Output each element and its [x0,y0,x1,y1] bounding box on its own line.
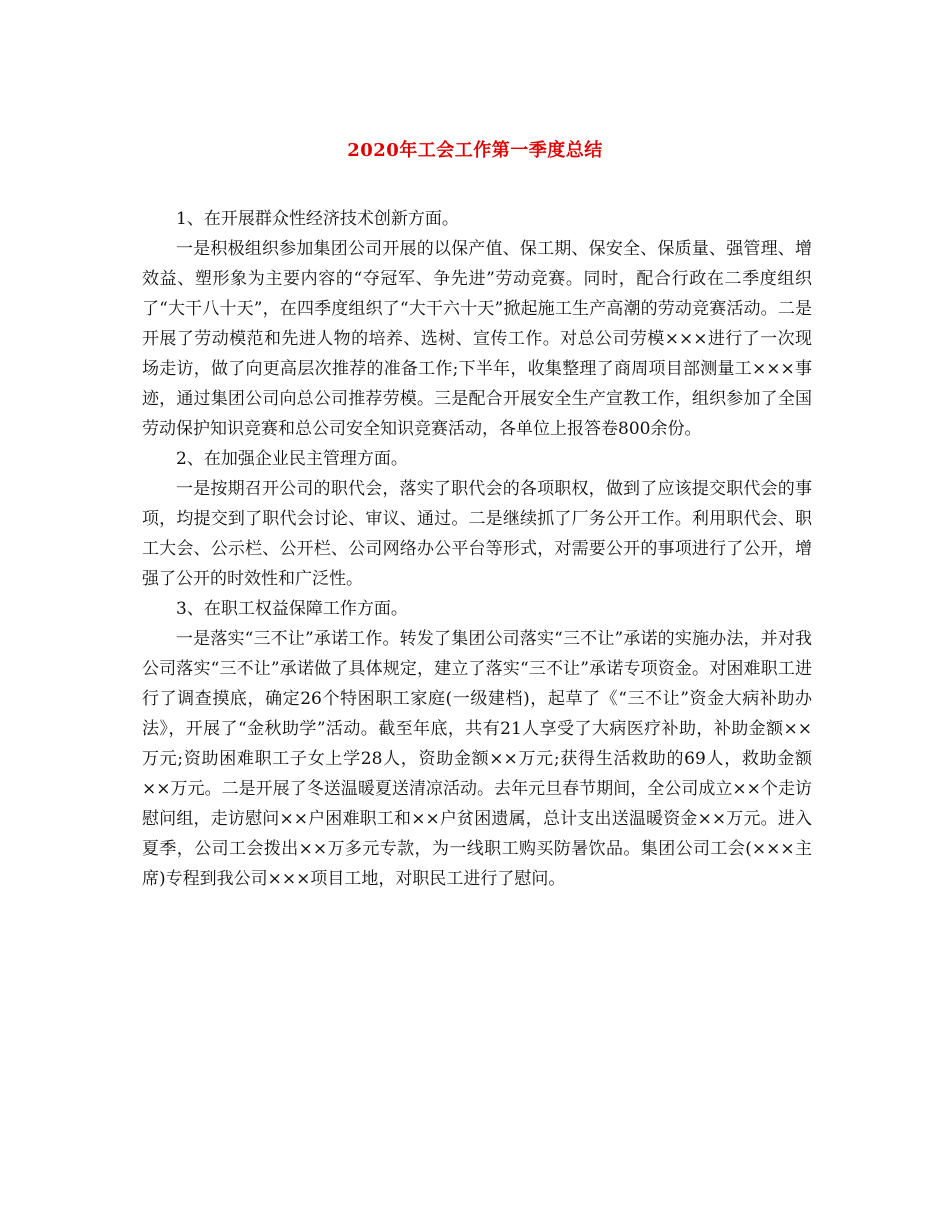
section-paragraph-1: 一是积极组织参加集团公司开展的以保产值、保工期、保安全、保质量、强管理、增效益、塑形象为主要内容的“夺冠军、争先进”劳动竞赛。同时，配合行政在二季度组织了“大干八十天”，在四季度组织了“大干六十天”掀起施工生产高潮的劳动竞赛活动。二是开展了劳动模范和先进人物的培养、选树、宣传工作。对总公司劳模×××进行了一次现场走访，做了向更高层次推荐的准备工作;下半年，收集整理了商周项目部测量工×××事迹，通过集团公司向总公司推荐劳模。三是配合开展安全生产宣教工作，组织参加了全国劳动保护知识竞赛和总公司安全知识竞赛活动，各单位上报答卷800余份。 [142,239,812,439]
section-heading-3: 3、在职工权益保障工作方面。 [176,599,408,619]
section-heading-1: 1、在开展群众性经济技术创新方面。 [176,209,459,229]
document-title: 2020年工会工作第一季度总结 [347,140,603,161]
document-body [142,204,812,894]
section-paragraph-3: 一是落实“三不让”承诺工作。转发了集团公司落实“三不让”承诺的实施办法，并对我公司落实“三不让”承诺做了具体规定，建立了落实“三不让”承诺专项资金。对困难职工进行了调查摸底，确定26个特困职工家庭(一级建档)，起草了《“三不让”资金大病补助办法》，开展了“金秋助学”活动。截至年底，共有21人享受了大病医疗补助，补助金额××万元;资助困难职工子女上学28人，资助金额××万元;获得生活救助的69人，救助金额××万元。二是开展了冬送温暖夏送清凉活动。去年元旦春节期间，全公司成立××个走访慰问组，走访慰问××户困难职工和××户贫困遗属，总计支出送温暖资金××万元。进入夏季，公司工会拨出××万多元专款，为一线职工购买防暑饮品。集团公司工会(×××主席)专程到我公司×××项目工地，对职民工进行了慰问。 [142,629,812,889]
section-paragraph-2: 一是按期召开公司的职代会，落实了职代会的各项职权，做到了应该提交职代会的事项，均提交到了职代会讨论、审议、通过。二是继续抓了厂务公开工作。利用职代会、职工大会、公示栏、公开栏、公司网络办公平台等形式，对需要公开的事项进行了公开，增强了公开的时效性和广泛性。 [142,479,812,589]
section-heading-2: 2、在加强企业民主管理方面。 [176,449,408,469]
